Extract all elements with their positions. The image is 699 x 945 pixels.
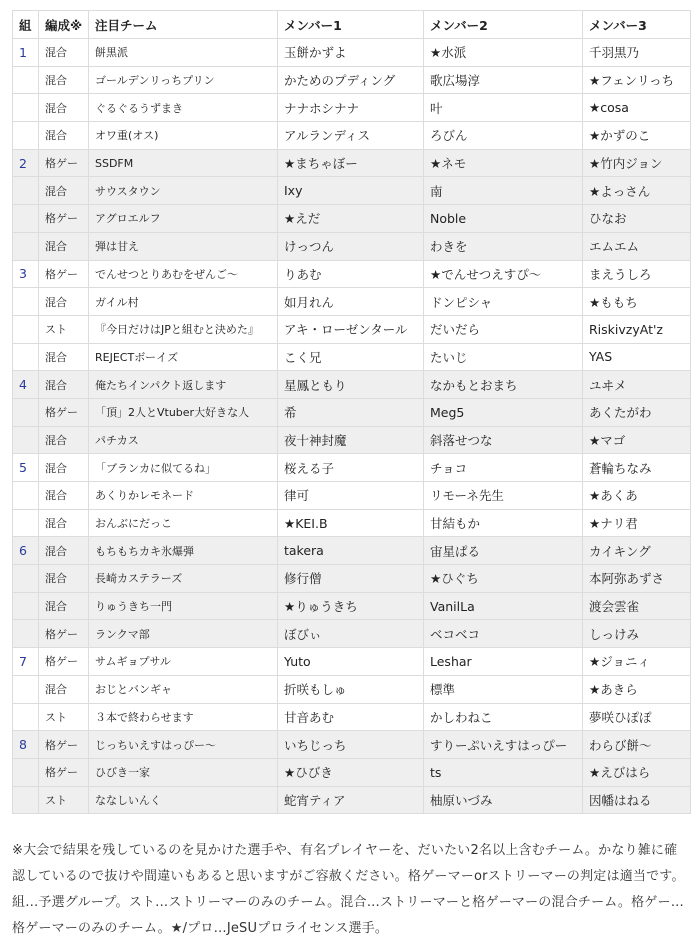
table-row: [13, 509, 691, 537]
group-cell: [13, 509, 39, 537]
team-cell: もちもちカキ氷爆弾: [89, 537, 278, 565]
team-cell: ななしいんく: [89, 786, 278, 814]
member1-cell: 蛇宵ティア: [278, 786, 424, 814]
header-member-3: メンバー3: [583, 11, 691, 39]
group-cell: 2: [13, 149, 39, 177]
team-cell: ランクマ部: [89, 620, 278, 648]
team-cell: 俺たちインパクト返します: [89, 371, 278, 399]
type-cell: 格ゲー: [39, 758, 89, 786]
member3-cell: 本阿弥あずさ: [583, 565, 691, 593]
member3-cell: ★あくあ: [583, 482, 691, 510]
member2-cell: VanilLa: [424, 592, 583, 620]
table-row: [13, 343, 691, 371]
type-cell: スト: [39, 703, 89, 731]
type-cell: 格ゲー: [39, 620, 89, 648]
team-cell: 餅黒派: [89, 39, 278, 67]
table-row: [13, 205, 691, 233]
group-cell: [13, 343, 39, 371]
member1-cell: 星鳳ともり: [278, 371, 424, 399]
member2-cell: かしわねこ: [424, 703, 583, 731]
team-cell: じっちいえすはっぴー～: [89, 731, 278, 759]
table-row: [13, 288, 691, 316]
group-cell: 7: [13, 648, 39, 676]
team-cell: ひびき一家: [89, 758, 278, 786]
member3-cell: まえうしろ: [583, 260, 691, 288]
group-cell: 1: [13, 39, 39, 67]
member2-cell: ★水派: [424, 39, 583, 67]
member1-cell: ★ひびき: [278, 758, 424, 786]
table-row: [13, 426, 691, 454]
member2-cell: ベコベコ: [424, 620, 583, 648]
table-row: [13, 592, 691, 620]
member1-cell: ★KEI.B: [278, 509, 424, 537]
group-cell: [13, 758, 39, 786]
group-cell: [13, 592, 39, 620]
member2-cell: なかもとおまち: [424, 371, 583, 399]
type-cell: スト: [39, 786, 89, 814]
type-cell: スト: [39, 315, 89, 343]
member2-cell: わきを: [424, 232, 583, 260]
member3-cell: ★ジョニィ: [583, 648, 691, 676]
table-row: [13, 149, 691, 177]
team-cell: ぐるぐるうずまき: [89, 94, 278, 122]
member1-cell: いちじっち: [278, 731, 424, 759]
member3-cell: ★竹内ジョン: [583, 149, 691, 177]
member1-cell: 如月れん: [278, 288, 424, 316]
team-cell: サウスタウン: [89, 177, 278, 205]
table-row: [13, 703, 691, 731]
member3-cell: わらび餅～: [583, 731, 691, 759]
team-cell: ３本で終わらせます: [89, 703, 278, 731]
member1-cell: 修行僧: [278, 565, 424, 593]
table-row: [13, 371, 691, 399]
group-cell: 8: [13, 731, 39, 759]
group-cell: [13, 177, 39, 205]
member3-cell: ★フェンリっち: [583, 66, 691, 94]
type-cell: 格ゲー: [39, 731, 89, 759]
member1-cell: かためのプディング: [278, 66, 424, 94]
member2-cell: Meg5: [424, 398, 583, 426]
type-cell: 格ゲー: [39, 149, 89, 177]
table-row: [13, 315, 691, 343]
table-row: [13, 122, 691, 150]
member2-cell: 歌広場淳: [424, 66, 583, 94]
member2-cell: Leshar: [424, 648, 583, 676]
team-cell: REJECTボーイズ: [89, 343, 278, 371]
group-cell: [13, 703, 39, 731]
table-row: [13, 94, 691, 122]
member3-cell: ★マゴ: [583, 426, 691, 454]
member3-cell: ★かずのこ: [583, 122, 691, 150]
type-cell: 混合: [39, 39, 89, 67]
member2-cell: 南: [424, 177, 583, 205]
member3-cell: ひなお: [583, 205, 691, 233]
member2-cell: だいだら: [424, 315, 583, 343]
type-cell: 混合: [39, 426, 89, 454]
member2-cell: ★でんせつえすぴ～: [424, 260, 583, 288]
member1-cell: ぼびぃ: [278, 620, 424, 648]
teams-table: [12, 10, 691, 814]
table-row: [13, 482, 691, 510]
type-cell: 混合: [39, 482, 89, 510]
member1-cell: 玉餅かずよ: [278, 39, 424, 67]
team-cell: 「ブランカに似てるね」: [89, 454, 278, 482]
member1-cell: こく兄: [278, 343, 424, 371]
team-cell: ガイル村: [89, 288, 278, 316]
member1-cell: 夜十神封魔: [278, 426, 424, 454]
type-cell: 混合: [39, 343, 89, 371]
group-cell: [13, 426, 39, 454]
team-cell: あくりかレモネード: [89, 482, 278, 510]
group-cell: 6: [13, 537, 39, 565]
group-cell: [13, 205, 39, 233]
member2-cell: ★ひぐち: [424, 565, 583, 593]
type-cell: 格ゲー: [39, 648, 89, 676]
member3-cell: しっけみ: [583, 620, 691, 648]
member1-cell: 希: [278, 398, 424, 426]
member3-cell: ユヰメ: [583, 371, 691, 399]
member3-cell: カイキング: [583, 537, 691, 565]
table-body: [13, 39, 691, 814]
type-cell: 混合: [39, 592, 89, 620]
table-row: [13, 39, 691, 67]
table-row: [13, 648, 691, 676]
group-cell: [13, 620, 39, 648]
member3-cell: 蒼輪ちなみ: [583, 454, 691, 482]
table-row: [13, 758, 691, 786]
team-cell: パチカス: [89, 426, 278, 454]
member2-cell: 叶: [424, 94, 583, 122]
table-row: [13, 731, 691, 759]
group-cell: 5: [13, 454, 39, 482]
member2-cell: Noble: [424, 205, 583, 233]
member2-cell: 宙星ぱる: [424, 537, 583, 565]
member3-cell: あくたがわ: [583, 398, 691, 426]
member1-cell: りあむ: [278, 260, 424, 288]
member2-cell: リモーネ先生: [424, 482, 583, 510]
team-cell: 長崎カステラーズ: [89, 565, 278, 593]
type-cell: 格ゲー: [39, 205, 89, 233]
header-group: 組: [13, 11, 39, 39]
type-cell: 混合: [39, 177, 89, 205]
team-cell: 『今日だけはJPと組むと決めた』: [89, 315, 278, 343]
group-cell: [13, 66, 39, 94]
type-cell: 混合: [39, 122, 89, 150]
table-row: [13, 66, 691, 94]
header-member-2: メンバー2: [424, 11, 583, 39]
member1-cell: 桜える子: [278, 454, 424, 482]
table-row: [13, 537, 691, 565]
member1-cell: Yuto: [278, 648, 424, 676]
member1-cell: ★まちゃぼー: [278, 149, 424, 177]
header-row: [13, 11, 691, 39]
table-row: [13, 454, 691, 482]
member2-cell: ドンピシャ: [424, 288, 583, 316]
team-cell: サムギョプサル: [89, 648, 278, 676]
member3-cell: ★あきら: [583, 675, 691, 703]
member2-cell: ろびん: [424, 122, 583, 150]
member1-cell: アキ・ローゼンタール: [278, 315, 424, 343]
member2-cell: すりーぷいえすはっぴー: [424, 731, 583, 759]
type-cell: 混合: [39, 565, 89, 593]
table-row: [13, 232, 691, 260]
table-header: [13, 11, 691, 39]
member3-cell: ★ナリ君: [583, 509, 691, 537]
table-row: [13, 260, 691, 288]
type-cell: 格ゲー: [39, 260, 89, 288]
group-cell: 3: [13, 260, 39, 288]
member3-cell: ★えびはら: [583, 758, 691, 786]
member3-cell: 夢咲ひぽぽ: [583, 703, 691, 731]
table-row: [13, 620, 691, 648]
group-cell: [13, 94, 39, 122]
group-cell: [13, 482, 39, 510]
member1-cell: 律可: [278, 482, 424, 510]
member2-cell: 標準: [424, 675, 583, 703]
team-cell: おじとバンギャ: [89, 675, 278, 703]
member2-cell: たいじ: [424, 343, 583, 371]
header-team: 注目チーム: [89, 11, 278, 39]
group-cell: [13, 398, 39, 426]
header-type: 編成※: [39, 11, 89, 39]
member2-cell: 甘結もか: [424, 509, 583, 537]
member3-cell: ★ももち: [583, 288, 691, 316]
team-cell: りゅうきち一門: [89, 592, 278, 620]
member3-cell: YAS: [583, 343, 691, 371]
team-cell: でんせつとりあむをぜんご～: [89, 260, 278, 288]
group-cell: [13, 565, 39, 593]
member3-cell: 因幡はねる: [583, 786, 691, 814]
group-cell: [13, 232, 39, 260]
type-cell: 格ゲー: [39, 398, 89, 426]
type-cell: 混合: [39, 537, 89, 565]
group-cell: [13, 675, 39, 703]
footnote: ※大会で結果を残しているのを見かけた選手や、有名プレイヤーを、だいたい2名以上含むチーム。かなり雑に確認しているので抜けや間違いもあると思いますがご容赦ください。格ゲーマーorストリーマーの判定は適当です。組…予選グループ。スト…ストリーマーのみのチーム。混合…ストリーマーと格ゲーマーの混合チーム。格ゲー…格ゲーマーのみのチーム。★/プロ…JeSUプロライセンス選手。: [12, 843, 685, 936]
member1-cell: ナナホシナナ: [278, 94, 424, 122]
member1-cell: 折咲もしゅ: [278, 675, 424, 703]
type-cell: 混合: [39, 288, 89, 316]
type-cell: 混合: [39, 232, 89, 260]
type-cell: 混合: [39, 454, 89, 482]
member2-cell: ★ネモ: [424, 149, 583, 177]
team-cell: 「頂」2人とVtuber大好きな人: [89, 398, 278, 426]
member2-cell: 斜落せつな: [424, 426, 583, 454]
member1-cell: 甘音あむ: [278, 703, 424, 731]
member3-cell: ★cosa: [583, 94, 691, 122]
team-cell: ゴールデンリっちプリン: [89, 66, 278, 94]
table-row: [13, 786, 691, 814]
group-cell: [13, 122, 39, 150]
member2-cell: 柚原いづみ: [424, 786, 583, 814]
table-row: [13, 398, 691, 426]
member2-cell: チョコ: [424, 454, 583, 482]
team-cell: オワ重(オス): [89, 122, 278, 150]
team-cell: SSDFM: [89, 149, 278, 177]
team-cell: 弾は甘え: [89, 232, 278, 260]
table-row: [13, 675, 691, 703]
table-row: [13, 177, 691, 205]
member3-cell: ★よっさん: [583, 177, 691, 205]
member1-cell: けっつん: [278, 232, 424, 260]
member3-cell: RiskivzyAt'z: [583, 315, 691, 343]
member3-cell: エムエム: [583, 232, 691, 260]
member1-cell: takera: [278, 537, 424, 565]
type-cell: 混合: [39, 94, 89, 122]
member1-cell: ★りゅうきち: [278, 592, 424, 620]
type-cell: 混合: [39, 509, 89, 537]
member3-cell: 千羽黒乃: [583, 39, 691, 67]
team-cell: おんぶにだっこ: [89, 509, 278, 537]
header-member-1: メンバー1: [278, 11, 424, 39]
member2-cell: ts: [424, 758, 583, 786]
type-cell: 混合: [39, 675, 89, 703]
type-cell: 混合: [39, 66, 89, 94]
table-row: [13, 565, 691, 593]
group-cell: 4: [13, 371, 39, 399]
member1-cell: アルランディス: [278, 122, 424, 150]
team-cell: アグロエルフ: [89, 205, 278, 233]
group-cell: [13, 288, 39, 316]
type-cell: 混合: [39, 371, 89, 399]
member1-cell: Ixy: [278, 177, 424, 205]
group-cell: [13, 786, 39, 814]
member1-cell: ★えだ: [278, 205, 424, 233]
group-cell: [13, 315, 39, 343]
member3-cell: 渡会雲雀: [583, 592, 691, 620]
